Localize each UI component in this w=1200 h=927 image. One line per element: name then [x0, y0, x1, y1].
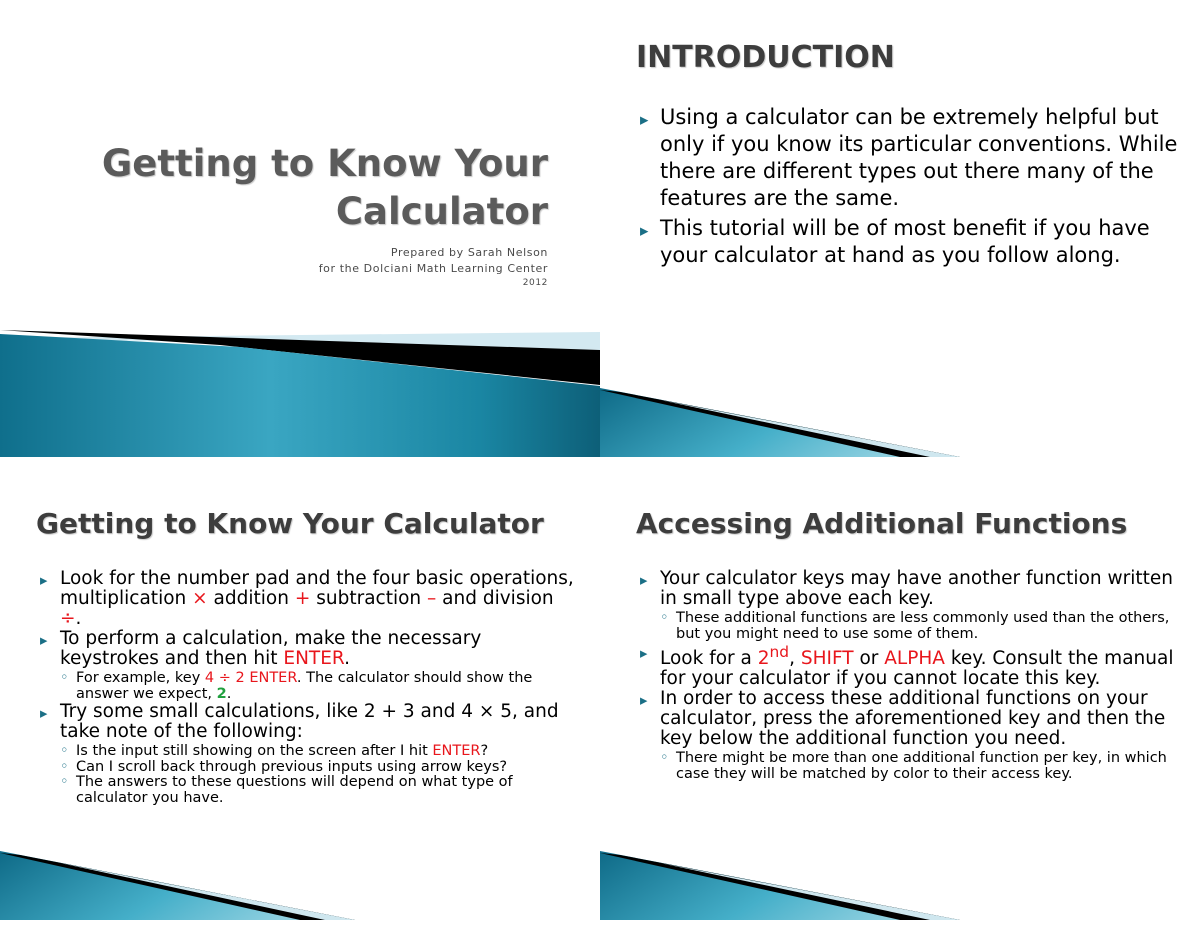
sub-list — [660, 751, 1178, 782]
sub-list-item — [60, 671, 578, 702]
text: , — [789, 648, 801, 670]
author-line: Prepared by Sarah Nelson — [390, 246, 548, 259]
bullet-list — [640, 569, 1178, 782]
slide-heading: Accessing Additional Functions — [636, 507, 1128, 540]
list-item — [640, 689, 1178, 782]
text: addition — [207, 588, 295, 609]
sub-list-item: ◦ The answers to these questions will depend on what type of calculator you have. — [60, 775, 578, 806]
title-line-2: Calculator — [335, 190, 548, 233]
bullet-list — [640, 104, 1178, 272]
year-line: 2012 — [522, 278, 548, 288]
sub-list — [660, 611, 1178, 642]
text: and division — [436, 588, 554, 609]
text: ? — [480, 743, 489, 759]
text: Look for a — [660, 648, 758, 670]
text: In order to access these additional functions on your calculator, press the aforementioned key and then the key below the additional function you need. — [660, 688, 1166, 750]
list-item — [40, 569, 578, 629]
second-key-label — [757, 643, 790, 670]
sub-list-item: ◦ Can I scroll back through previous inputs using arrow keys? — [60, 760, 578, 776]
shift-key-label: SHIFT — [800, 648, 854, 670]
text: subtraction — [310, 588, 428, 609]
list-item: ▸ This tutorial will be of most benefit if you have your calculator at hand as you follow along. — [640, 215, 1178, 269]
sub-list-item — [60, 744, 578, 760]
slide-additional-functions — [600, 463, 1200, 926]
sub-list-item: ◦ These additional functions are less commonly used than the others, but you might need to use some of them. — [660, 611, 1178, 642]
alpha-key-label: ALPHA — [884, 648, 945, 670]
text: Try some small calculations, like 2 + 3 and 4 × 5, and take note of the following: — [60, 701, 559, 742]
bullet-list — [40, 569, 578, 806]
enter-key-label: ENTER — [283, 648, 345, 669]
sub-list — [60, 671, 578, 702]
text: . — [75, 608, 82, 629]
organization-line: for the Dolciani Math Learning Center — [318, 261, 548, 275]
slide-introduction — [600, 0, 1200, 463]
answer-value: 2 — [216, 685, 227, 702]
sub-list — [60, 744, 578, 806]
text: or — [853, 648, 885, 670]
list-item — [640, 642, 1178, 689]
sub-list-item: ◦ There might be more than one additional function per key, in which case they will be matched by color to their access key. — [660, 751, 1178, 782]
text: . — [226, 685, 232, 702]
list-item — [40, 702, 578, 806]
superscript: nd — [769, 643, 790, 661]
text: To perform a calculation, make the necessary keystrokes and then hit — [60, 628, 482, 669]
slide-heading: Getting to Know Your Calculator — [36, 507, 544, 540]
presentation-subtitle — [319, 245, 548, 292]
text: key. Consult the manual for your calculator if you cannot locate this key. — [660, 648, 1174, 690]
text: Your calculator keys may have another function written in small type above each key. — [660, 568, 1173, 609]
text: Look for the number pad and the four basic operations, multiplication — [60, 568, 574, 609]
list-item — [640, 569, 1178, 642]
text: . The calculator should show the answer we expect, — [76, 670, 533, 702]
text: . — [344, 648, 351, 669]
slide-getting-to-know — [0, 463, 600, 926]
minus-symbol: – — [427, 588, 437, 609]
enter-key-label: ENTER — [432, 743, 481, 759]
slide-heading: INTRODUCTION — [636, 40, 895, 75]
title-line-1: Getting to Know Your — [101, 142, 548, 185]
text: 2 — [757, 648, 770, 670]
text: Is the input still showing on the screen after I hit — [76, 743, 433, 759]
plus-symbol: + — [294, 588, 311, 609]
slide-title — [0, 0, 600, 463]
text: For example, key — [76, 670, 205, 686]
keystrokes: 4 ÷ 2 ENTER — [204, 670, 297, 686]
list-item: ▸ Using a calculator can be extremely helpful but only if you know its particular conventions. While there are different types out there many of the features are the same. — [640, 104, 1178, 212]
presentation-title — [102, 140, 548, 236]
divide-symbol: ÷ — [60, 608, 76, 629]
times-symbol: × — [192, 588, 208, 609]
list-item — [40, 629, 578, 702]
